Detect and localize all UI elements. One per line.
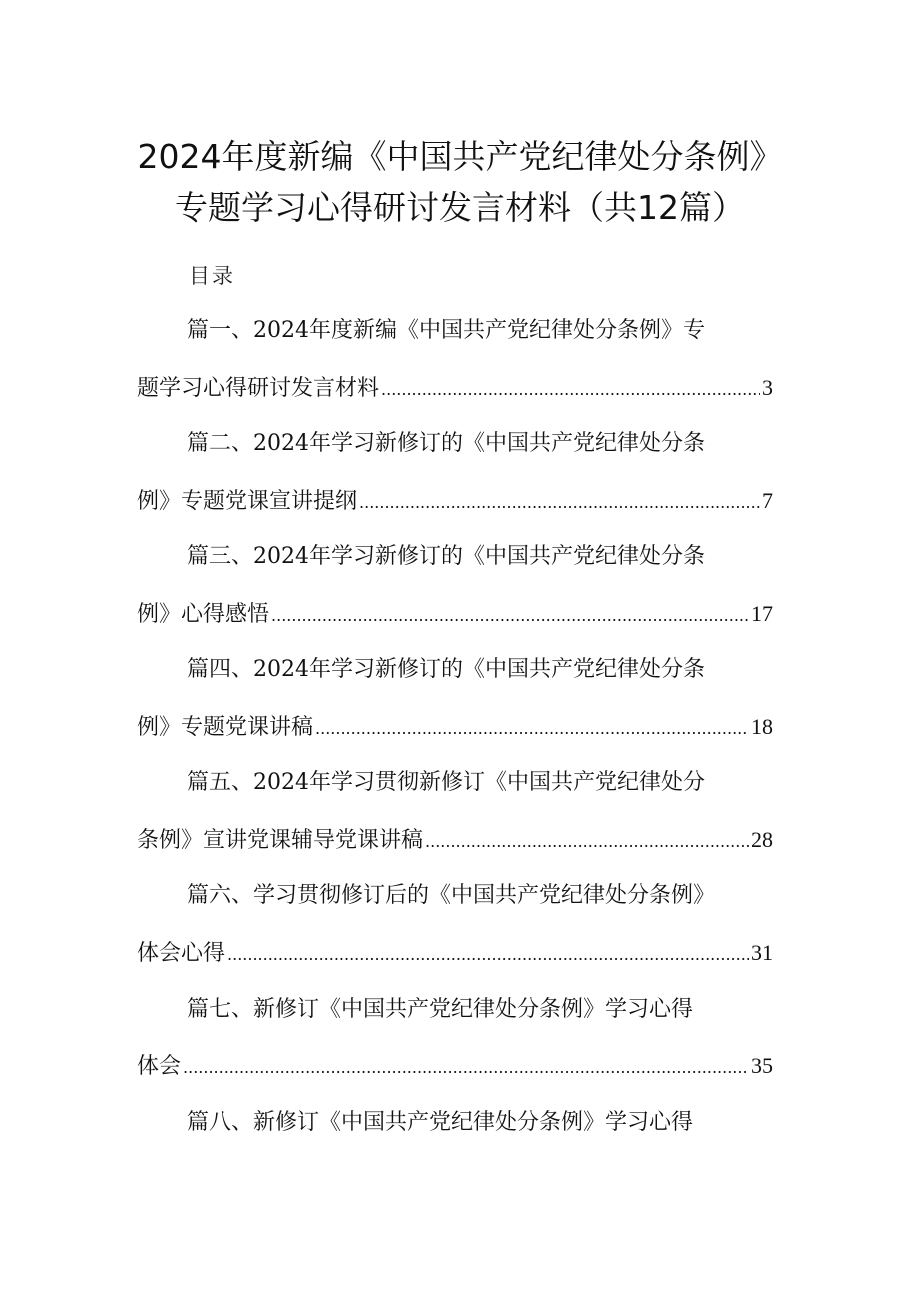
toc-entry-7-continuation: 体会	[137, 1054, 182, 1079]
toc-entry-8-line-1[interactable]: 篇八、新修订《中国共产党纪律处分条例》学习心得	[187, 1110, 694, 1135]
document-title-line-1: 2024年度新编《中国共产党纪律处分条例》	[137, 137, 783, 176]
toc-entry-7-line-1[interactable]: 篇七、新修订《中国共产党纪律处分条例》学习心得	[187, 997, 694, 1022]
toc-entry-6-continuation: 体会心得	[137, 941, 226, 966]
toc-entry-4-line-2[interactable]	[137, 712, 773, 742]
toc-entry-7-page-number: 35	[751, 1053, 773, 1078]
dot-leader	[271, 601, 749, 631]
toc-entry-5-line-1[interactable]: 篇五、2024年学习贯彻新修订《中国共产党纪律处分	[187, 770, 705, 795]
toc-entry-2-line-2[interactable]	[137, 486, 773, 516]
toc-entry-7-line-2[interactable]	[137, 1051, 773, 1081]
toc-entry-2-line-1[interactable]: 篇二、2024年学习新修订的《中国共产党纪律处分条	[187, 431, 705, 456]
toc-entry-3-page-number: 17	[751, 601, 773, 626]
dot-leader	[359, 488, 760, 518]
dot-leader	[381, 375, 760, 405]
toc-entry-1-line-2[interactable]	[137, 373, 773, 403]
toc-entry-5-continuation: 条例》宣讲党课辅导党课讲稿	[137, 828, 424, 853]
toc-entry-4-continuation: 例》专题党课讲稿	[137, 715, 314, 740]
toc-entry-3-line-1[interactable]: 篇三、2024年学习新修订的《中国共产党纪律处分条	[187, 544, 705, 569]
toc-entry-4-line-1[interactable]: 篇四、2024年学习新修订的《中国共产党纪律处分条	[187, 657, 705, 682]
toc-entry-6-line-2[interactable]	[137, 938, 773, 968]
dot-leader	[425, 827, 749, 857]
toc-entry-3-line-2[interactable]	[137, 599, 773, 629]
toc-entry-1-line-1[interactable]: 篇一、2024年度新编《中国共产党纪律处分条例》专	[187, 318, 705, 343]
dot-leader	[315, 714, 749, 744]
toc-entry-6-page-number: 31	[751, 940, 773, 965]
toc-entry-4-page-number: 18	[751, 714, 773, 739]
dot-leader	[183, 1053, 749, 1083]
toc-entry-2-continuation: 例》专题党课宣讲提纲	[137, 489, 358, 514]
toc-entry-1-page-number: 3	[762, 375, 773, 400]
toc-entry-2-page-number: 7	[762, 488, 773, 513]
dot-leader	[227, 940, 749, 970]
toc-entry-6-line-1[interactable]: 篇六、学习贯彻修订后的《中国共产党纪律处分条例》	[187, 883, 716, 908]
toc-entry-5-page-number: 28	[751, 827, 773, 852]
document-title-line-2: 专题学习心得研讨发言材料（共12篇）	[175, 188, 745, 227]
toc-heading: 目录	[189, 264, 235, 288]
toc-entry-5-line-2[interactable]	[137, 825, 773, 855]
toc-entry-3-continuation: 例》心得感悟	[137, 602, 270, 627]
toc-entry-1-continuation: 题学习心得研讨发言材料	[137, 376, 380, 401]
